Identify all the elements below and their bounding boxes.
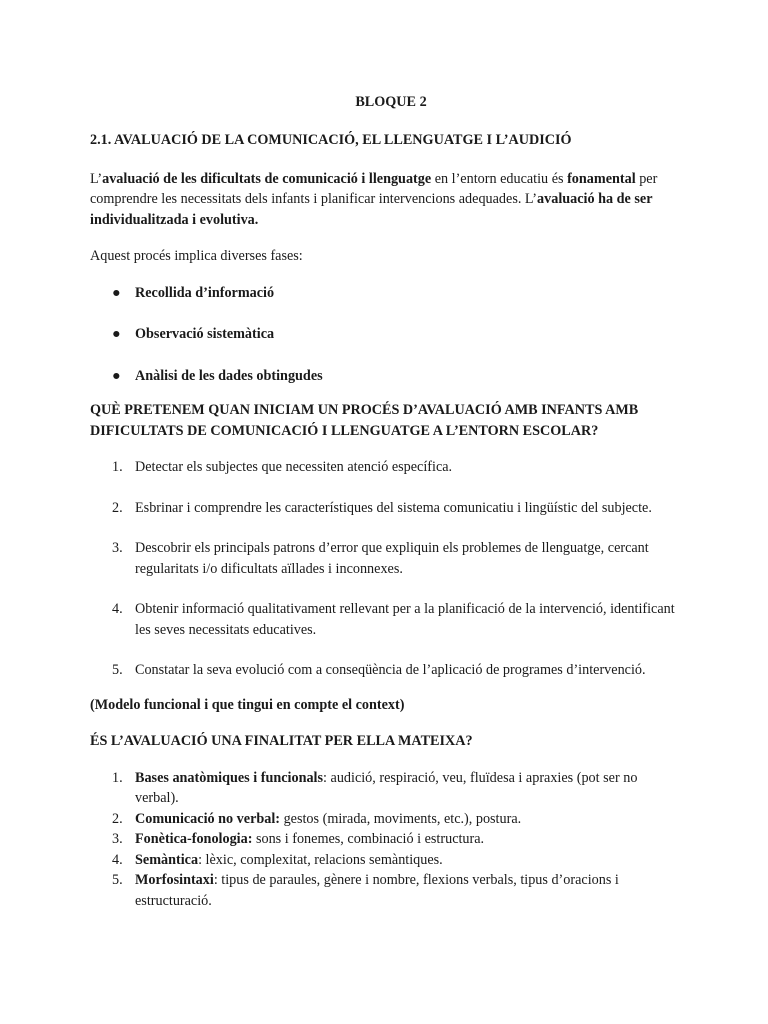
objective-text: Obtenir informació qualitativament rellevant per a la planificació de la intervenció, identificant les seves necessitats educatives. — [135, 601, 675, 638]
list-item — [90, 498, 682, 519]
item-number: 5. — [112, 662, 123, 678]
list-item — [90, 538, 682, 579]
objective-text: Detectar els subjectes que necessiten atenció específica. — [135, 459, 453, 475]
item-number: 3. — [112, 540, 123, 556]
objective-text: Esbrinar i comprendre les característiques del sistema comunicatiu i lingüístic del subjecte. — [135, 499, 652, 516]
list-item — [90, 324, 682, 345]
phase-label: Anàlisi de les dades obtingudes — [135, 367, 323, 384]
phases-intro: Aquest procés implica diverses fases: — [90, 248, 303, 264]
area-label: Fonètica-fonologia: — [135, 831, 253, 847]
item-number: 4. — [112, 851, 123, 868]
areas-list — [90, 768, 682, 912]
list-item — [90, 768, 682, 809]
bullet-icon: ● — [112, 284, 121, 301]
item-number: 3. — [112, 831, 123, 847]
list-item — [90, 366, 682, 387]
bullet-icon: ● — [112, 326, 121, 342]
intro-bold-3: avaluació ha de ser individualitzada i evolutiva. — [90, 191, 653, 228]
list-item — [90, 850, 682, 871]
intro-text-2: en l’entorn educatiu és — [431, 170, 568, 187]
area-label: Morfosintaxi — [135, 872, 214, 888]
phase-label: Recollida d’informació — [135, 284, 275, 301]
intro-paragraph — [90, 169, 682, 231]
area-label: Semàntica — [135, 851, 199, 868]
objectives-list — [90, 457, 682, 681]
intro-text-3: per comprendre les necessitats dels infants i planificar intervencions adequades. L’ — [90, 170, 658, 207]
item-number: 1. — [112, 459, 123, 475]
item-number: 2. — [112, 810, 123, 827]
item-number: 5. — [112, 872, 123, 888]
objective-text: Descobrir els principals patrons d’error que expliquin els problemes de llenguatge, cercant regularitats i/o dificultats aïllades i inconnexes. — [135, 540, 649, 577]
list-item — [90, 809, 682, 830]
document-title: BLOQUE 2 — [355, 94, 427, 110]
area-text: sons i fonemes, combinació i estructura. — [252, 831, 485, 847]
list-item — [90, 599, 682, 640]
purpose-heading: ÉS L’AVALUACIÓ UNA FINALITAT PER ELLA MATEIXA? — [90, 733, 473, 749]
model-note: (Modelo funcional i que tingui en compte el context) — [90, 696, 405, 713]
list-item — [90, 660, 682, 681]
area-label: Bases anatòmiques i funcionals — [135, 769, 324, 786]
item-number: 2. — [112, 499, 123, 516]
section-heading: 2.1. AVALUACIÓ DE LA COMUNICACIÓ, EL LLENGUATGE I L’AUDICIÓ — [90, 132, 572, 148]
intro-bold-2: fonamental — [567, 170, 636, 187]
area-text: : tipus de paraules, gènere i nombre, flexions verbals, tipus d’oracions i estructuració. — [135, 872, 619, 909]
list-item — [90, 283, 682, 304]
list-item — [90, 829, 682, 850]
item-number: 1. — [112, 769, 123, 786]
list-item — [90, 870, 682, 911]
question-heading: QUÈ PRETENEM QUAN INICIAM UN PROCÉS D’AVALUACIÓ AMB INFANTS AMB DIFICULTATS DE COMUNICACIÓ I LLENGUATGE A L’ENTORN ESCOLAR? — [90, 402, 639, 439]
objective-text: Constatar la seva evolució com a conseqüència de l’aplicació de programes d’intervenció. — [135, 662, 646, 678]
area-text: : lèxic, complexitat, relacions semàntiques. — [198, 851, 443, 868]
area-label: Comunicació no verbal: — [135, 810, 281, 827]
item-number: 4. — [112, 601, 123, 617]
area-text: : audició, respiració, veu, fluïdesa i apraxies (pot ser no verbal). — [135, 769, 638, 806]
intro-text-1: L’ — [90, 170, 103, 187]
intro-bold-1: avaluació de les dificultats de comunicació i llenguatge — [102, 170, 432, 187]
area-text: gestos (mirada, moviments, etc.), postura. — [280, 810, 522, 827]
phases-list — [90, 283, 682, 387]
bullet-icon: ● — [112, 367, 121, 384]
list-item — [90, 457, 682, 478]
phase-label: Observació sistemàtica — [135, 326, 275, 342]
